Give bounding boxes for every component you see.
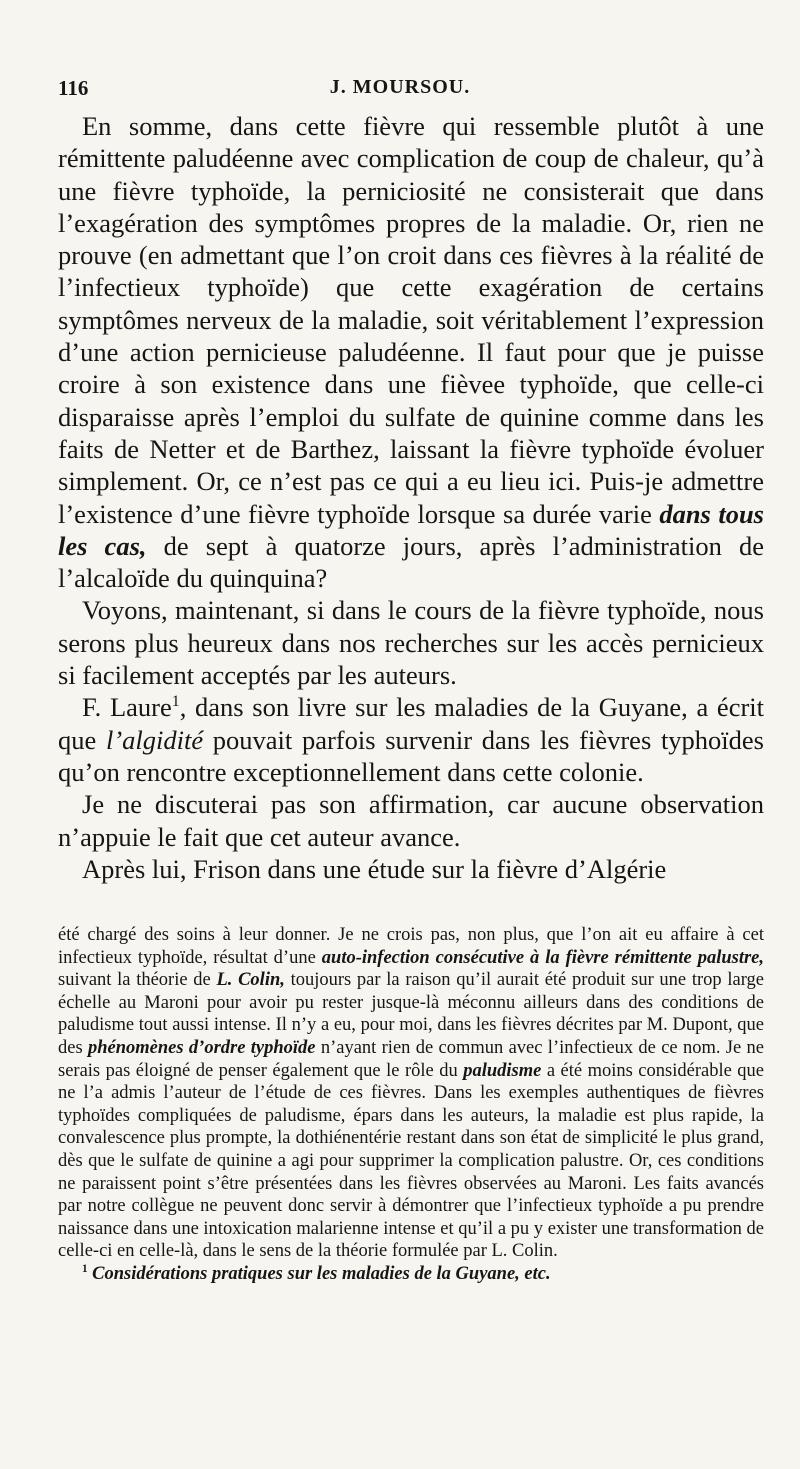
paragraph-1-text-a: En somme, dans cette fièvre qui ressemble plutôt à une rémittente paludéenne avec complication de coup de chaleur, qu’à une fièvre typhoïde, la perniciosité ne consisterait que dans l’exagération des symptômes propres de la maladie. Or, rien ne prouve (en admettant que l’on croit dans ces fièvres à la réalité de l’infectieux typhoïde) que cette exagération de certains symptômes nerveux de la maladie, soit véritablement l’expression d’une action pernicieuse paludéenne. Il faut pour que je puisse croire à son existence dans une fièvee typhoïde, que celle-ci disparaisse après l’emploi du sulfate de quinine comme dans les faits de Netter et de Barthez, laissant la fièvre typhoïde évoluer simplement. Or, ce n’est pas ce qui a eu lieu ici. Puis-je admettre l’existence d’une fièvre typhoïde lorsque sa durée varie [58,111,764,529]
footnote-text: Considérations pratiques sur les maladies de la Guyane, etc. [92,1263,551,1284]
page-number: 116 [58,76,89,100]
note-text-5: a été moins considérable que ne l’a admis l’auteur de l’étude de ces fièvres. Dans les exemples authentiques de fièvres typhoïdes compliquées de paludisme, épars dans les auteurs, la maladie est plus rapide, la convalescence plus prompte, la dothiénentérie restant dans son état de simplicité le plus grand, dès que le sulfate de quinine a agi pour supprimer la complication palustre. Or, ces conditions ne paraissent point s’être présentées dans les fièvres observées au Maroni. Les faits avancés par notre collègue ne peuvent donc servir à démontrer que l’infectieux typhoïde a pu prendre naissance dans une intoxication malarienne intense et qu’il a pu y exister une transformation de celle-ci en celle-là, dans le sens de la théorie formulée par L. Colin. [58,1060,764,1262]
note-emphasis-1: auto-infection consécutive à la fièvre rémittente palustre, [321,947,765,968]
note-text-1: été chargé des soins à leur donner. Je ne crois pas, non plus, que l’on ait eu affaire à cet infectieux typhoïde, résultat d’une [58,925,764,968]
note-text-3: toujours par la raison qu’il aurait été produit sur une trop large échelle au Maroni pour avoir pu rester jusque-là méconnu ailleurs dans des conditions de paludisme tout aussi intense. Il n’y a eu, pour moi, dans les fièvres décrites par M. Dupont, que des [58,970,764,1058]
note-emphasis-3: phénomènes d’ordre typhoïde [88,1037,316,1058]
paragraph-3-emphasis: l’algidité [105,724,204,755]
note-text-2: suivant la théorie de [58,970,217,991]
paragraph-1-emphasis: dans tous les cas, [58,498,764,561]
paragraph-2: Voyons, maintenant, si dans le cours de la fièvre typhoïde, nous serons plus heureux dans nos recherches sur les accès pernicieux si facilement acceptés par les auteurs. [58,595,764,691]
paragraph-3-text-c: pouvait parfois survenir dans les fièvres typhoïdes qu’on rencontre exceptionnellement dans cette colonie. [58,724,764,787]
running-head: J. MOURSOU. [329,76,471,98]
footnote-ref: 1 [171,693,180,711]
note-emphasis-2: L. Colin, [216,970,285,991]
paragraph-3 [58,691,764,788]
note-text-4: n’ayant rien de commun avec l’infectieux de ce nom. Je ne serais pas éloigné de penser également que le rôle du [58,1037,764,1081]
paragraph-3-text-b: , dans son livre sur les maladies de la Guyane, a écrit que [58,692,765,755]
note-continuation [58,924,764,1263]
paragraph-4: Je ne discuterai pas son affirmation, car aucune observation n’appuie le fait que cet auteur avance. [58,789,764,852]
note-emphasis-4: paludisme [463,1060,542,1081]
paragraph-3-text-a: F. Laure [82,692,172,723]
note-block [58,924,764,1286]
paragraph-1-text-b: de sept à quatorze jours, après l’administration de l’alcaloïde du quinquina? [58,530,764,594]
paragraph-5: Après lui, Frison dans une étude sur la fièvre d’Algérie [82,853,667,884]
footnote [58,1263,764,1286]
main-text [58,110,764,885]
paragraph-1 [58,110,764,594]
footnote-marker: 1 [82,1262,88,1275]
page-header [58,76,742,104]
